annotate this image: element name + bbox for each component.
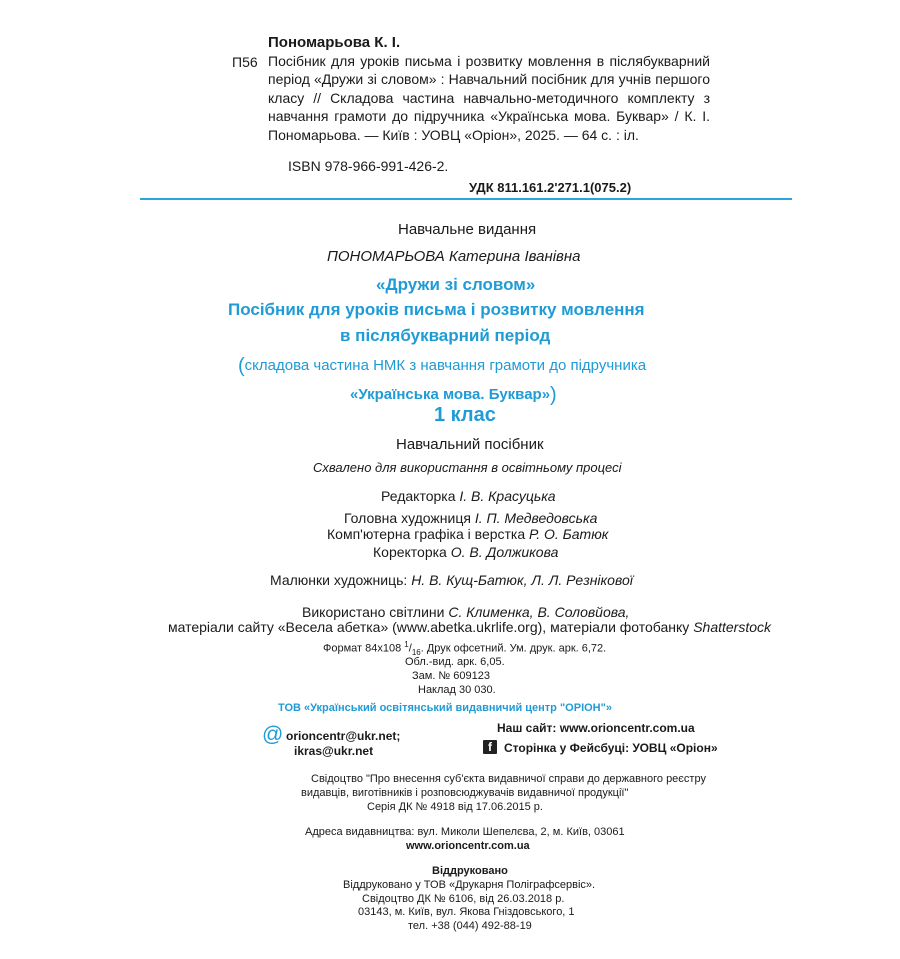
print-order: Зам. № 609123 bbox=[412, 670, 490, 682]
format-size: Формат 84x108 bbox=[323, 642, 402, 655]
photo-credit-prefix-2: матеріали сайту «Весела абетка» (www.abetka.ukrlife.org), матеріали фотобанку bbox=[168, 619, 690, 635]
photo-credit-names: С. Клименка, В. Соловйова, bbox=[448, 604, 630, 620]
author-full-name: ПОНОМАРЬОВА Катерина Іванівна bbox=[327, 248, 581, 265]
catalog-author: Пономарьова К. І. bbox=[268, 34, 401, 51]
credit-role: Коректорка bbox=[373, 544, 447, 560]
credit-name: І. П. Медведовська bbox=[474, 510, 598, 526]
approval-note: Схвалено для використання в освітньому процесі bbox=[313, 460, 622, 475]
credit-role: Редакторка bbox=[381, 488, 456, 504]
format-details: . Друк офсетний. Ум. друк. арк. 6,72. bbox=[420, 642, 607, 655]
printer-line-2: Свідоцтво ДК № 6106, від 26.03.2018 р. bbox=[362, 893, 565, 905]
print-run: Наклад 30 030. bbox=[418, 684, 496, 696]
photo-bank-name: Shatterstock bbox=[693, 619, 772, 635]
credit-layout bbox=[327, 526, 608, 542]
credit-proofreader bbox=[373, 544, 558, 560]
book-title-line-3: в післябукварний період bbox=[340, 326, 551, 345]
credit-name: І. В. Красуцька bbox=[459, 488, 556, 504]
credit-name: Р. О. Батюк bbox=[529, 526, 609, 542]
publisher-name: ТОВ «Український освітянський видавничий центр "ОРІОН"» bbox=[278, 702, 612, 714]
series-note-text-1: складова частина НМК з навчання грамоти до підручника bbox=[244, 357, 647, 374]
catalog-description: Посібник для уроків письма і розвитку мовлення в післябукварний період «Дружи зі словом» : Навчальний посібник для учнів першого класу // Складова частина навчально-методичного комплекту з навчання грамоти до підручника «Українська мова. Буквар» / К. І. Пономарьова. — Київ : УОВЦ «Оріон», 2025. — 64 с. : іл. bbox=[268, 53, 710, 143]
certificate-line-2: видавців, виготівників і розповсюджувачів видавничої продукції" bbox=[301, 787, 629, 799]
format-slash: / bbox=[408, 642, 412, 655]
divider-line bbox=[140, 198, 792, 200]
series-note-line-1 bbox=[238, 353, 646, 376]
print-sheets: Обл.-вид. арк. 6,05. bbox=[405, 656, 505, 668]
catalog-isbn: ISBN 978-966-991-426-2. bbox=[288, 158, 449, 174]
publisher-website[interactable]: www.orioncentr.com.ua bbox=[406, 840, 530, 852]
photo-credit-line-2 bbox=[168, 619, 771, 635]
publisher-address: Адреса видавництва: вул. Миколи Шепелєва, 2, м. Київ, 03061 bbox=[305, 826, 625, 838]
print-format bbox=[323, 640, 606, 657]
edition-type: Навчальне видання bbox=[398, 221, 537, 238]
website-link[interactable]: Наш сайт: www.orioncentr.com.ua bbox=[497, 721, 695, 735]
catalog-code: П56 bbox=[232, 54, 258, 70]
certificate-line-1: Свідоцтво "Про внесення суб'єкта видавничої справи до державного реєстру bbox=[311, 773, 706, 785]
email-link-1[interactable]: orioncentr@ukr.net; bbox=[286, 729, 401, 743]
book-title-line-1: «Дружи зі словом» bbox=[376, 275, 536, 294]
facebook-icon: f bbox=[483, 740, 497, 754]
printed-heading: Віддруковано bbox=[432, 865, 508, 877]
email-at-icon: @ bbox=[262, 723, 284, 746]
credit-role: Головна художниця bbox=[344, 510, 471, 526]
format-denominator: 16 bbox=[411, 647, 421, 657]
printer-line-1: Віддруковано у ТОВ «Друкарня Поліграфсервіс». bbox=[343, 879, 596, 891]
close-paren: ) bbox=[550, 384, 557, 406]
grade-label: 1 клас bbox=[434, 404, 496, 426]
credit-name: О. В. Должикова bbox=[450, 544, 559, 560]
illustrations-names: Н. В. Кущ-Батюк, Л. Л. Рeзнікової bbox=[411, 572, 633, 588]
certificate-line-3: Серія ДК № 4918 від 17.06.2015 р. bbox=[367, 801, 543, 813]
catalog-udk: УДК 811.161.2'271.1(075.2) bbox=[469, 180, 632, 195]
open-paren: ( bbox=[238, 355, 245, 377]
manual-type: Навчальний посібник bbox=[396, 436, 544, 453]
illustrations-label: Малюнки художниць: bbox=[270, 572, 408, 588]
series-note-text-2: «Українська мова. Буквар» bbox=[350, 386, 551, 403]
photo-credit-line-1 bbox=[302, 604, 629, 620]
credit-editor bbox=[381, 488, 556, 504]
printer-line-4: тел. +38 (044) 492-88-19 bbox=[408, 920, 532, 932]
photo-credit-prefix: Використано світлини bbox=[302, 604, 445, 620]
illustrations-credit bbox=[270, 572, 633, 588]
email-link-2[interactable]: ikras@ukr.net bbox=[294, 744, 374, 758]
credit-art-director bbox=[344, 510, 597, 526]
credit-role: Комп'ютерна графіка і верстка bbox=[327, 526, 526, 542]
printer-line-3: 03143, м. Київ, вул. Якова Гніздовського, 1 bbox=[358, 906, 575, 918]
format-numerator: 1 bbox=[404, 640, 409, 649]
series-note-line-2 bbox=[350, 382, 557, 405]
book-title-line-2: Посібник для уроків письма і розвитку мовлення bbox=[228, 300, 645, 319]
facebook-link[interactable]: Сторінка у Фейсбуці: УОВЦ «Оріон» bbox=[504, 741, 718, 755]
